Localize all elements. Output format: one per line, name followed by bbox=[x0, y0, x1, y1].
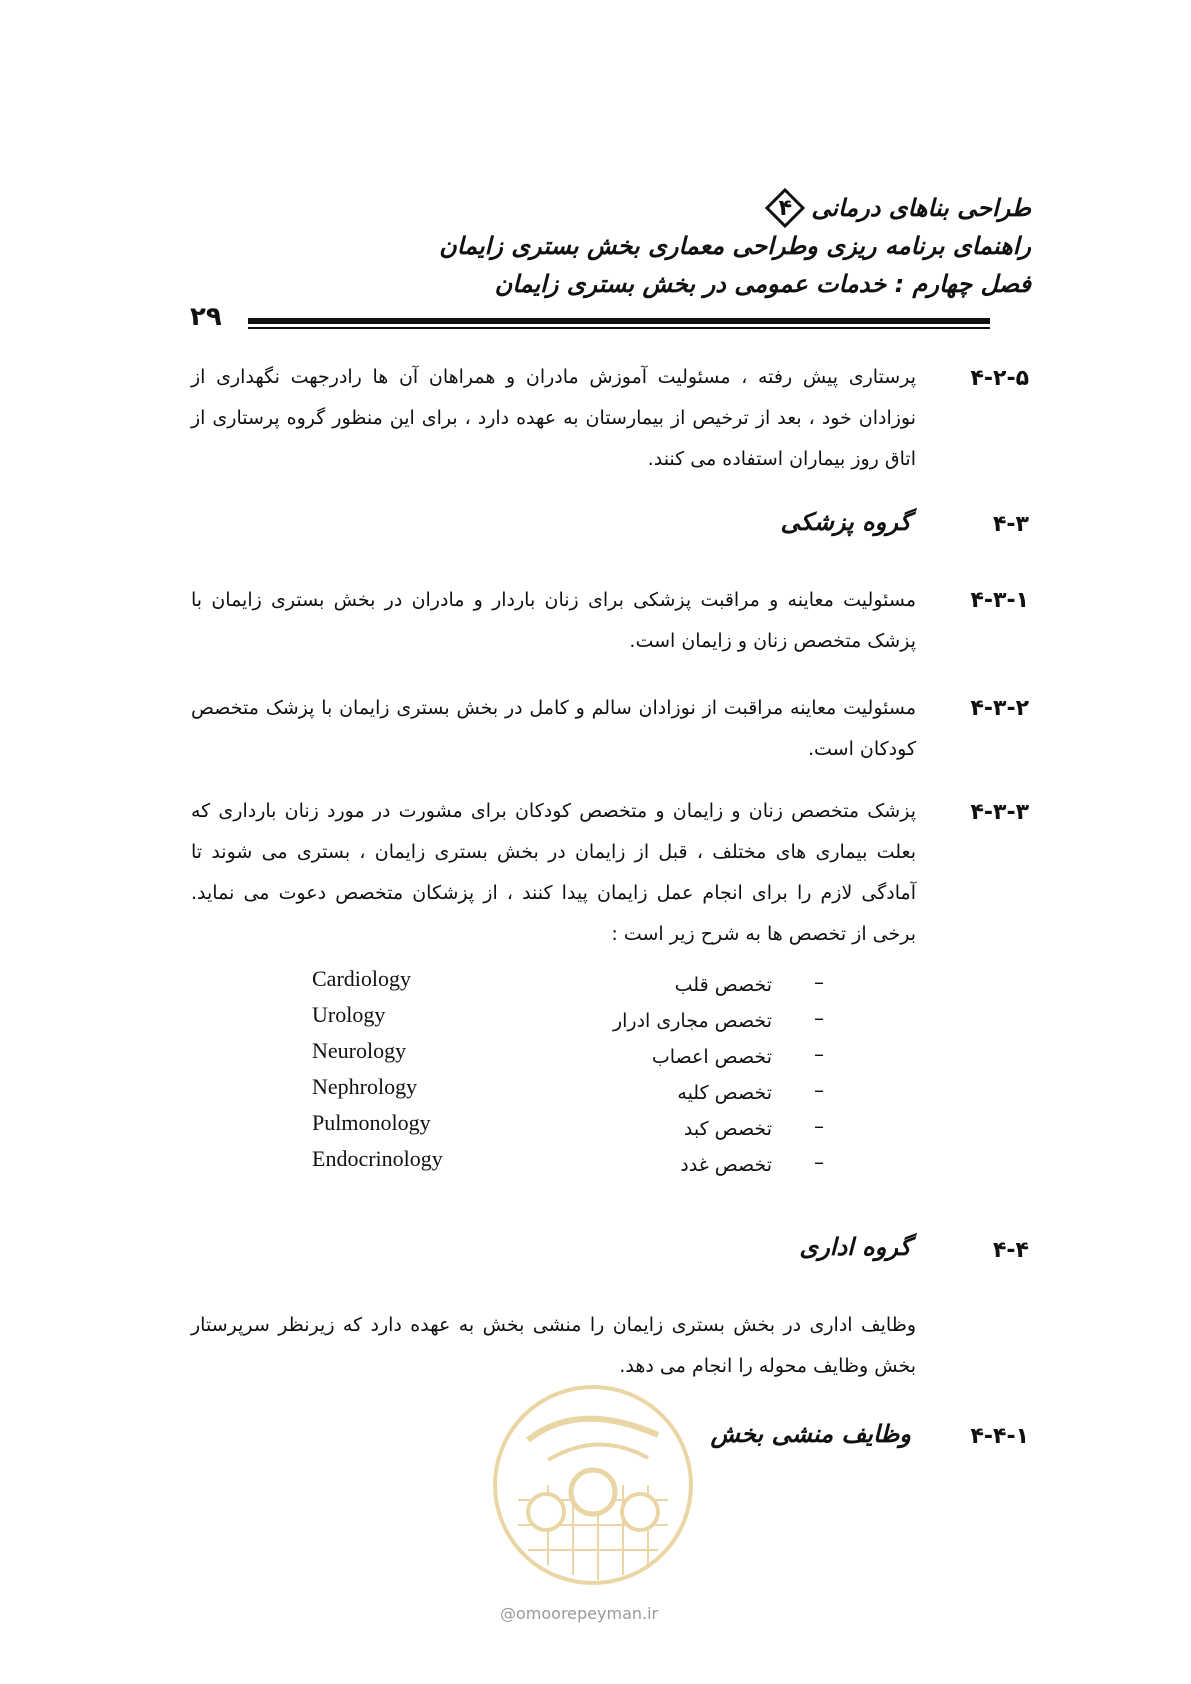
list-dash: – bbox=[814, 1042, 824, 1066]
list-dash: – bbox=[814, 970, 824, 994]
specialty-english: Pulmonology bbox=[312, 1110, 431, 1135]
list-item bbox=[312, 1146, 832, 1182]
section-number: ۴-۲-۵ bbox=[970, 366, 1029, 391]
section-number: ۴-۳-۲ bbox=[970, 696, 1029, 721]
list-dash: – bbox=[814, 1114, 824, 1138]
list-dash: – bbox=[814, 1150, 824, 1174]
specialty-persian: تخصص مجاری ادرار bbox=[612, 1010, 772, 1032]
list-item bbox=[312, 1002, 832, 1038]
guide-title: راهنمای برنامه ریزی وطراحی معماری بخش بستری زایمان bbox=[439, 232, 1031, 260]
header-rule-thick bbox=[248, 318, 990, 324]
list-item bbox=[312, 1074, 832, 1110]
watermark-url: @omoorepeyman.ir bbox=[500, 1604, 659, 1623]
paragraph: مسئولیت معاینه مراقبت از نوزادان سالم و کامل در بخش بستری زایمان با پزشک متخصص کودکان است. bbox=[191, 697, 916, 760]
specialty-persian: تخصص کبد bbox=[683, 1118, 772, 1140]
section-title: گروه پزشکی bbox=[780, 508, 911, 536]
list-item bbox=[312, 1038, 832, 1074]
volume-badge bbox=[765, 188, 805, 228]
chapter-title: فصل چهارم : خدمات عمومی در بخش بستری زایمان bbox=[494, 270, 1031, 298]
header-rule-thin bbox=[248, 327, 990, 329]
section-title: وظایف منشی بخش bbox=[710, 1420, 911, 1448]
section-number: ۴-۳-۳ bbox=[970, 800, 1029, 825]
list-dash: – bbox=[814, 1078, 824, 1102]
watermark-logo bbox=[488, 1380, 698, 1590]
section-title: گروه اداری bbox=[799, 1233, 911, 1261]
specialty-english: Cardiology bbox=[312, 966, 411, 991]
paragraph: پرستاری پیش رفته ، مسئولیت آموزش مادران و همراهان آن ها رادرجهت نگهداری از نوزادان خود ، بعد از ترخیص از بیمارستان به عهده دارد ، برای این منظور گروه پرستاری از اتاق روز بیماران استفاده می کنند. bbox=[191, 366, 916, 470]
section-number: ۴-۳-۱ bbox=[970, 588, 1029, 613]
volume-number: ۴ bbox=[778, 195, 793, 221]
book-title bbox=[765, 188, 1031, 228]
paragraph: مسئولیت معاینه و مراقبت پزشکی برای زنان باردار و مادران در بخش بستری زایمان با پزشک متخصص زنان و زایمان است. bbox=[191, 589, 916, 652]
list-item bbox=[312, 1110, 832, 1146]
specialty-english: Neurology bbox=[312, 1038, 407, 1063]
page-number: ۲۹ bbox=[190, 302, 222, 332]
specialty-persian: تخصص غدد bbox=[680, 1154, 772, 1176]
specialty-english: Urology bbox=[312, 1002, 386, 1027]
book-title-text: طراحی بناهای درمانی bbox=[811, 194, 1031, 222]
specialty-english: Endocrinology bbox=[312, 1146, 443, 1171]
section-number: ۴-۳ bbox=[993, 512, 1029, 537]
specialty-persian: تخصص اعصاب bbox=[651, 1046, 772, 1068]
section-number: ۴-۴ bbox=[993, 1238, 1029, 1263]
specialty-persian: تخصص کلیه bbox=[677, 1082, 772, 1104]
paragraph: پزشک متخصص زنان و زایمان و متخصص کودکان برای مشورت در مورد زنان بارداری که بعلت بیماری های مختلف ، قبل از زایمان در بخش بستری زایمان ، بستری می شوند تا آمادگی لازم را برای انجام عمل زایمان پیدا کنند ، از پزشکان متخصص دعوت می نماید. برخی از تخصص ها به شرح زیر است : bbox=[191, 800, 916, 945]
specialty-persian: تخصص قلب bbox=[674, 974, 772, 996]
list-dash: – bbox=[814, 1006, 824, 1030]
paragraph: وظایف اداری در بخش بستری زایمان را منشی بخش به عهده دارد که زیرنظر سرپرستار بخش وظایف محوله را انجام می دهد. bbox=[191, 1314, 916, 1377]
list-item bbox=[312, 966, 832, 1002]
specialty-english: Nephrology bbox=[312, 1074, 418, 1099]
section-number: ۴-۴-۱ bbox=[970, 1424, 1029, 1449]
